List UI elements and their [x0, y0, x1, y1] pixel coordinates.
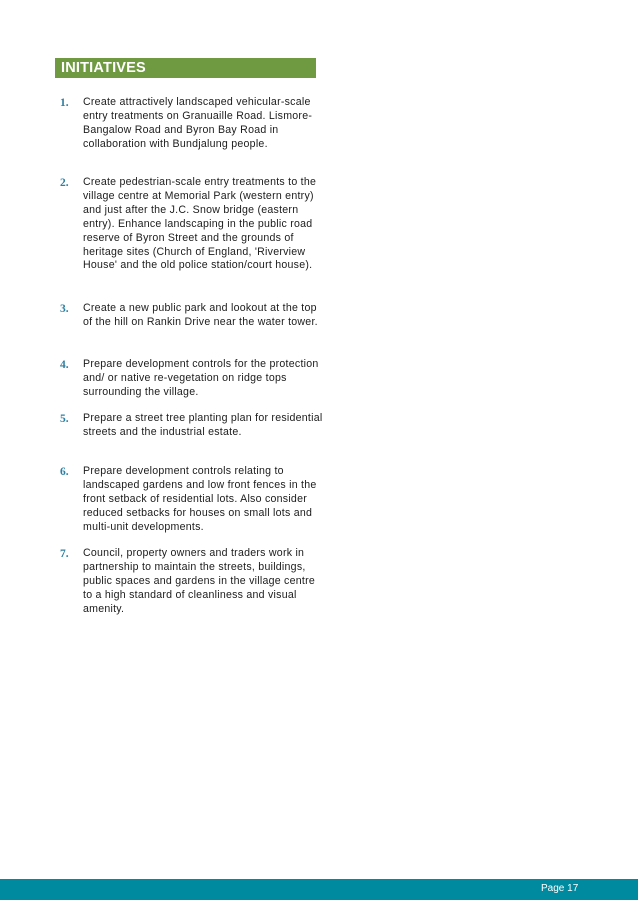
initiative-number: 2.: [60, 177, 69, 189]
initiative-number: 7.: [60, 548, 69, 560]
initiative-text: Prepare a street tree planting plan for residential streets and the industrial estate.: [83, 412, 323, 438]
initiative-text: Create attractively landscaped vehicular-scale entry treatments on Granuaille Road. Lismore-Bangalow Road and Byron Bay Road in collaboration with Bundjalung people.: [83, 96, 313, 150]
footer-bar: [0, 879, 638, 900]
initiative-number: 3.: [60, 303, 69, 315]
initiative-number: 1.: [60, 97, 69, 109]
page-number: Page 17: [541, 883, 579, 894]
initiative-text: Create a new public park and lookout at the top of the hill on Rankin Drive near the water tower.: [83, 302, 318, 328]
initiative-text: Prepare development controls relating to landscaped gardens and low front fences in the front setback of residential lots. Also consider reduced setbacks for houses on small lots and multi-unit developments.: [83, 465, 317, 533]
initiative-text: Council, property owners and traders work in partnership to maintain the streets, buildings, public spaces and gardens in the village centre to a high standard of cleanliness and visual amenity.: [83, 547, 316, 615]
initiative-number: 4.: [60, 359, 69, 371]
initiative-text: Prepare development controls for the protection and/ or native re-vegetation on ridge tops surrounding the village.: [83, 358, 319, 398]
initiative-number: 6.: [60, 466, 69, 478]
section-heading-bar: [55, 58, 316, 78]
initiative-number: 5.: [60, 413, 69, 425]
section-heading: INITIATIVES: [61, 60, 146, 76]
initiative-text: Create pedestrian-scale entry treatments to the village centre at Memorial Park (western entry) and just after the J.C. Snow bridge (eastern entry). Enhance landscaping in the public road reserve of Byron Street and the grounds of heritage sites (Church of England, 'Riverview House' and the old police station/court house).: [83, 176, 317, 272]
